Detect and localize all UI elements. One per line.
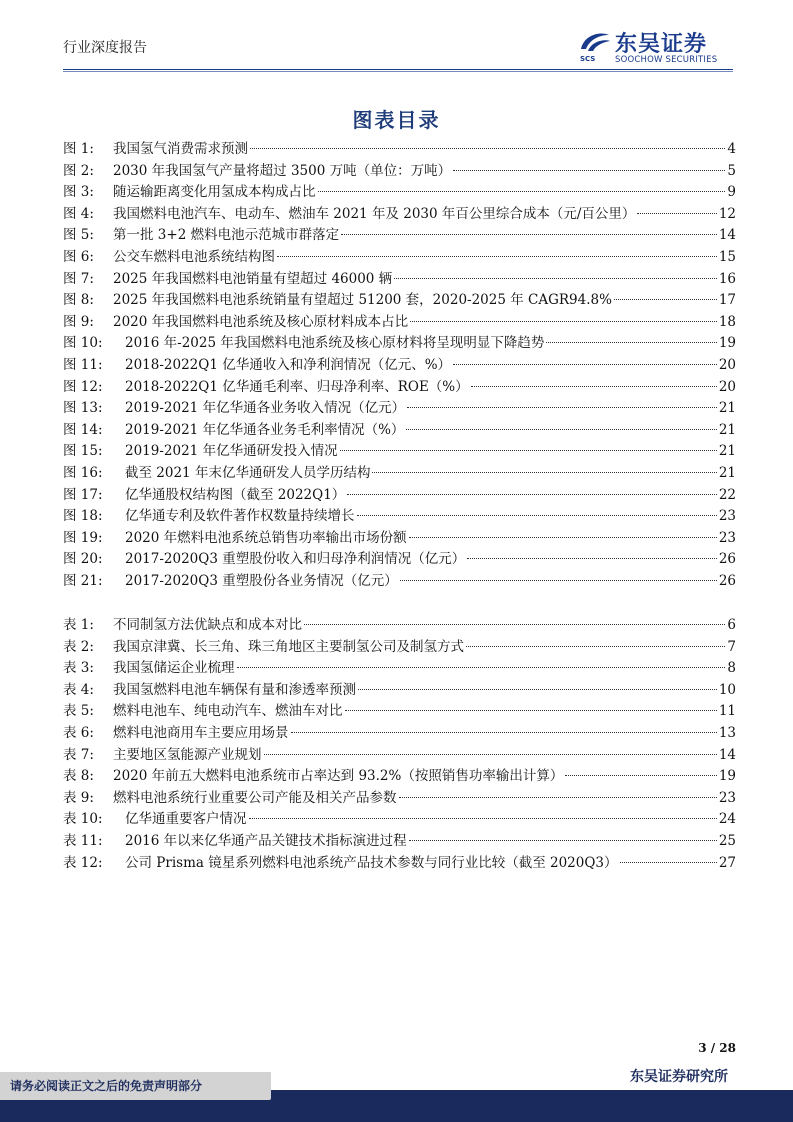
figure-title: 2019-2021 年亿华通各业务收入情况（亿元） bbox=[125, 400, 406, 417]
table-page-number: 24 bbox=[718, 811, 736, 828]
figure-title: 2016 年-2025 年我国燃料电池系统及核心原材料将呈现明显下降趋势 bbox=[125, 335, 545, 352]
figure-number: 图 14: bbox=[63, 421, 103, 438]
figure-entry[interactable] bbox=[63, 247, 736, 269]
figure-page-number: 22 bbox=[718, 486, 736, 503]
figure-title: 亿华通专利及软件著作权数量持续增长 bbox=[125, 508, 355, 525]
dot-leader bbox=[546, 342, 716, 343]
figure-title: 2017-2020Q3 重塑股份各业务情况（亿元） bbox=[125, 572, 398, 589]
table-entry[interactable] bbox=[63, 615, 736, 637]
figure-number: 图 19: bbox=[63, 529, 103, 546]
figure-title: 2025 年我国燃料电池销量有望超过 46000 辆 bbox=[113, 270, 393, 287]
figure-page-number: 20 bbox=[718, 378, 736, 395]
table-number: 表 5: bbox=[63, 703, 94, 720]
figure-entry[interactable] bbox=[63, 377, 736, 399]
figure-page-number: 17 bbox=[718, 292, 736, 309]
figure-title: 2020 年燃料电池系统总销售功率输出市场份额 bbox=[125, 529, 407, 546]
dot-leader bbox=[357, 515, 717, 516]
figure-page-number: 14 bbox=[718, 227, 736, 244]
figure-title: 2017-2020Q3 重塑股份收入和归母净利润情况（亿元） bbox=[125, 551, 466, 568]
figure-entry[interactable] bbox=[63, 420, 736, 442]
table-title: 燃料电池车、纯电动汽车、燃油车对比 bbox=[113, 703, 343, 720]
table-title: 我国京津冀、长三角、珠三角地区主要制氢公司及制氢方式 bbox=[113, 638, 464, 655]
table-number: 表 4: bbox=[63, 681, 94, 698]
table-page-number: 14 bbox=[718, 746, 736, 763]
table-title: 主要地区氢能源产业规划 bbox=[113, 746, 262, 763]
company-logo bbox=[578, 29, 738, 67]
figure-entry[interactable] bbox=[63, 463, 736, 485]
table-entry[interactable] bbox=[63, 809, 736, 831]
dot-leader bbox=[637, 213, 716, 214]
table-entry[interactable] bbox=[63, 658, 736, 680]
table-title: 燃料电池系统行业重要公司产能及相关产品参数 bbox=[113, 789, 397, 806]
table-title: 不同制氢方法优缺点和成本对比 bbox=[113, 617, 302, 633]
disclaimer-text: 请务必阅读正文之后的免责声明部分 bbox=[10, 1079, 203, 1093]
dot-leader bbox=[277, 256, 717, 257]
figure-page-number: 16 bbox=[718, 270, 736, 287]
dot-leader bbox=[471, 386, 717, 387]
figure-title: 2025 年我国燃料电池系统销量有望超过 51200 套，2020-2025 年 CAGR94.8% bbox=[113, 292, 612, 309]
figure-number: 图 16: bbox=[63, 464, 103, 481]
figure-page-number: 23 bbox=[718, 529, 736, 546]
figure-entry[interactable] bbox=[63, 549, 736, 571]
table-page-number: 6 bbox=[727, 617, 736, 633]
figure-number: 图 1: bbox=[63, 141, 94, 157]
figure-title: 2019-2021 年亿华通各业务毛利率情况（%） bbox=[125, 421, 405, 438]
table-title: 2020 年前五大燃料电池系统市占率达到 93.2%（按照销售功率输出计算） bbox=[113, 768, 564, 785]
figure-number: 图 12: bbox=[63, 378, 103, 395]
figure-list bbox=[63, 139, 736, 592]
figure-number: 图 6: bbox=[63, 248, 94, 265]
figure-page-number: 21 bbox=[718, 400, 736, 417]
figure-title: 2018-2022Q1 亿华通收入和净利润情况（亿元、%） bbox=[125, 356, 452, 373]
dot-leader bbox=[318, 191, 726, 192]
figure-title: 2019-2021 年亿华通研发投入情况 bbox=[125, 443, 338, 460]
table-entry[interactable] bbox=[63, 788, 736, 810]
table-number: 表 8: bbox=[63, 768, 94, 785]
dot-leader bbox=[565, 775, 716, 776]
dot-leader bbox=[394, 278, 717, 279]
table-number: 表 9: bbox=[63, 789, 94, 806]
logo-chinese-name: 东吴证券 bbox=[615, 32, 708, 57]
figure-page-number: 21 bbox=[718, 421, 736, 438]
logo-short-text: SCS bbox=[580, 55, 596, 63]
table-title: 亿华通重要客户情况 bbox=[125, 811, 247, 828]
figure-title: 2030 年我国氢气产量将超过 3500 万吨（单位：万吨） bbox=[113, 162, 452, 179]
figure-title: 我国氢气消费需求预测 bbox=[113, 141, 248, 157]
disclaimer-banner bbox=[0, 1072, 271, 1100]
table-entry[interactable] bbox=[63, 766, 736, 788]
figure-page-number: 18 bbox=[718, 313, 736, 330]
figure-number: 图 7: bbox=[63, 270, 94, 287]
figure-number: 图 18: bbox=[63, 508, 103, 525]
figure-title: 第一批 3+2 燃料电池示范城市群落定 bbox=[113, 227, 340, 244]
table-entry[interactable] bbox=[63, 723, 736, 745]
figure-page-number: 19 bbox=[718, 335, 736, 352]
figure-number: 图 4: bbox=[63, 205, 94, 222]
figure-entry[interactable] bbox=[63, 225, 736, 247]
table-title: 我国氢储运企业梳理 bbox=[113, 660, 235, 677]
figure-page-number: 21 bbox=[718, 443, 736, 460]
table-number: 表 3: bbox=[63, 660, 94, 677]
table-list bbox=[63, 615, 736, 874]
figure-page-number: 15 bbox=[718, 248, 736, 265]
figure-entry[interactable] bbox=[63, 398, 736, 420]
figure-title: 亿华通股权结构图（截至 2022Q1） bbox=[125, 486, 346, 503]
dot-leader bbox=[237, 667, 726, 668]
table-title: 2016 年以来亿华通产品关键技术指标演进过程 bbox=[125, 832, 407, 849]
figure-page-number: 4 bbox=[727, 141, 736, 157]
dot-leader bbox=[466, 646, 725, 647]
figure-number: 图 9: bbox=[63, 313, 94, 330]
figure-entry[interactable] bbox=[63, 312, 736, 334]
table-page-number: 13 bbox=[718, 724, 736, 741]
table-entry[interactable] bbox=[63, 831, 736, 853]
header-divider bbox=[63, 69, 733, 70]
figure-entry[interactable] bbox=[63, 441, 736, 463]
figure-number: 图 17: bbox=[63, 486, 103, 503]
table-page-number: 19 bbox=[718, 768, 736, 785]
dot-leader bbox=[358, 689, 717, 690]
scs-swoosh-icon bbox=[578, 29, 612, 57]
figure-entry[interactable] bbox=[63, 182, 736, 204]
figure-title: 2018-2022Q1 亿华通毛利率、归母净利率、ROE（%） bbox=[125, 378, 469, 395]
figure-entry[interactable] bbox=[63, 355, 736, 377]
table-entry[interactable] bbox=[63, 680, 736, 702]
figure-page-number: 26 bbox=[718, 551, 736, 568]
figure-number: 图 13: bbox=[63, 400, 103, 417]
figure-page-number: 9 bbox=[727, 184, 736, 201]
table-entry[interactable] bbox=[63, 701, 736, 723]
dot-leader bbox=[264, 754, 717, 755]
figure-number: 图 2: bbox=[63, 162, 94, 179]
figure-entry[interactable] bbox=[63, 571, 736, 593]
dot-leader bbox=[372, 472, 716, 473]
table-page-number: 25 bbox=[718, 832, 736, 849]
figure-title: 2020 年我国燃料电池系统及核心原材料成本占比 bbox=[113, 313, 409, 330]
table-title: 公司 Prisma 镜星系列燃料电池系统产品技术参数与同行业比较（截至 2020Q3） bbox=[125, 854, 618, 871]
footer-organization: 东吴证券研究所 bbox=[630, 1069, 728, 1085]
dot-leader bbox=[340, 450, 717, 451]
figure-page-number: 26 bbox=[718, 572, 736, 589]
dot-leader bbox=[250, 148, 725, 149]
figure-number: 图 10: bbox=[63, 335, 103, 352]
figure-number: 图 20: bbox=[63, 551, 103, 568]
figure-entry[interactable] bbox=[63, 204, 736, 226]
dot-leader bbox=[614, 299, 717, 300]
dot-leader bbox=[453, 364, 717, 365]
table-title: 我国氢燃料电池车辆保有量和渗透率预测 bbox=[113, 681, 356, 698]
dot-leader bbox=[407, 407, 717, 408]
figure-entry[interactable] bbox=[63, 161, 736, 183]
figure-page-number: 23 bbox=[718, 508, 736, 525]
table-page-number: 10 bbox=[718, 681, 736, 698]
header-divider-secondary bbox=[63, 71, 733, 72]
figure-title: 公交车燃料电池系统结构图 bbox=[113, 248, 275, 265]
table-number: 表 11: bbox=[63, 832, 103, 849]
dot-leader bbox=[409, 840, 717, 841]
figure-page-number: 5 bbox=[727, 162, 736, 179]
toc-title: 图表目录 bbox=[352, 108, 441, 132]
dot-leader bbox=[249, 818, 717, 819]
table-title: 燃料电池商用车主要应用场景 bbox=[113, 724, 289, 741]
figure-title: 截至 2021 年末亿华通研发人员学历结构 bbox=[125, 464, 371, 481]
figure-entry[interactable] bbox=[63, 269, 736, 291]
figure-number: 图 8: bbox=[63, 292, 94, 309]
figure-title: 我国燃料电池汽车、电动车、燃油车 2021 年及 2030 年百公里综合成本（元/百公里） bbox=[113, 205, 636, 222]
table-page-number: 27 bbox=[718, 854, 736, 871]
figure-number: 图 3: bbox=[63, 184, 94, 201]
figure-entry[interactable] bbox=[63, 528, 736, 550]
figure-number: 图 5: bbox=[63, 227, 94, 244]
figure-number: 图 15: bbox=[63, 443, 103, 460]
figure-number: 图 11: bbox=[63, 356, 103, 373]
figure-number: 图 21: bbox=[63, 572, 103, 589]
table-page-number: 8 bbox=[727, 660, 736, 677]
dot-leader bbox=[304, 624, 725, 625]
table-number: 表 12: bbox=[63, 854, 103, 871]
table-entry[interactable] bbox=[63, 637, 736, 659]
figure-page-number: 12 bbox=[718, 205, 736, 222]
table-number: 表 6: bbox=[63, 724, 94, 741]
dot-leader bbox=[467, 558, 717, 559]
dot-leader bbox=[347, 494, 717, 495]
figure-entry[interactable] bbox=[63, 139, 736, 161]
figure-entry[interactable] bbox=[63, 333, 736, 355]
dot-leader bbox=[453, 170, 725, 171]
dot-leader bbox=[406, 429, 716, 430]
dot-leader bbox=[410, 321, 717, 322]
figure-entry[interactable] bbox=[63, 290, 736, 312]
dot-leader bbox=[620, 862, 717, 863]
table-entry[interactable] bbox=[63, 745, 736, 767]
table-number: 表 1: bbox=[63, 617, 94, 633]
table-number: 表 10: bbox=[63, 811, 103, 828]
dot-leader bbox=[409, 537, 717, 538]
table-number: 表 2: bbox=[63, 638, 94, 655]
figure-entry[interactable] bbox=[63, 485, 736, 507]
dot-leader bbox=[291, 732, 717, 733]
table-page-number: 23 bbox=[718, 789, 736, 806]
figure-page-number: 21 bbox=[718, 464, 736, 481]
table-number: 表 7: bbox=[63, 746, 94, 763]
report-type-label: 行业深度报告 bbox=[63, 40, 147, 56]
figure-page-number: 20 bbox=[718, 356, 736, 373]
figure-title: 随运输距离变化用氢成本构成占比 bbox=[113, 184, 316, 201]
figure-entry[interactable] bbox=[63, 506, 736, 528]
dot-leader bbox=[341, 234, 717, 235]
dot-leader bbox=[345, 710, 717, 711]
table-page-number: 11 bbox=[718, 703, 736, 720]
dot-leader bbox=[399, 797, 717, 798]
table-entry[interactable] bbox=[63, 853, 736, 875]
logo-english-name: SOOCHOW SECURITIES bbox=[615, 55, 718, 65]
table-page-number: 7 bbox=[727, 638, 736, 655]
page-indicator: 3 / 28 bbox=[698, 1041, 736, 1055]
dot-leader bbox=[400, 580, 717, 581]
